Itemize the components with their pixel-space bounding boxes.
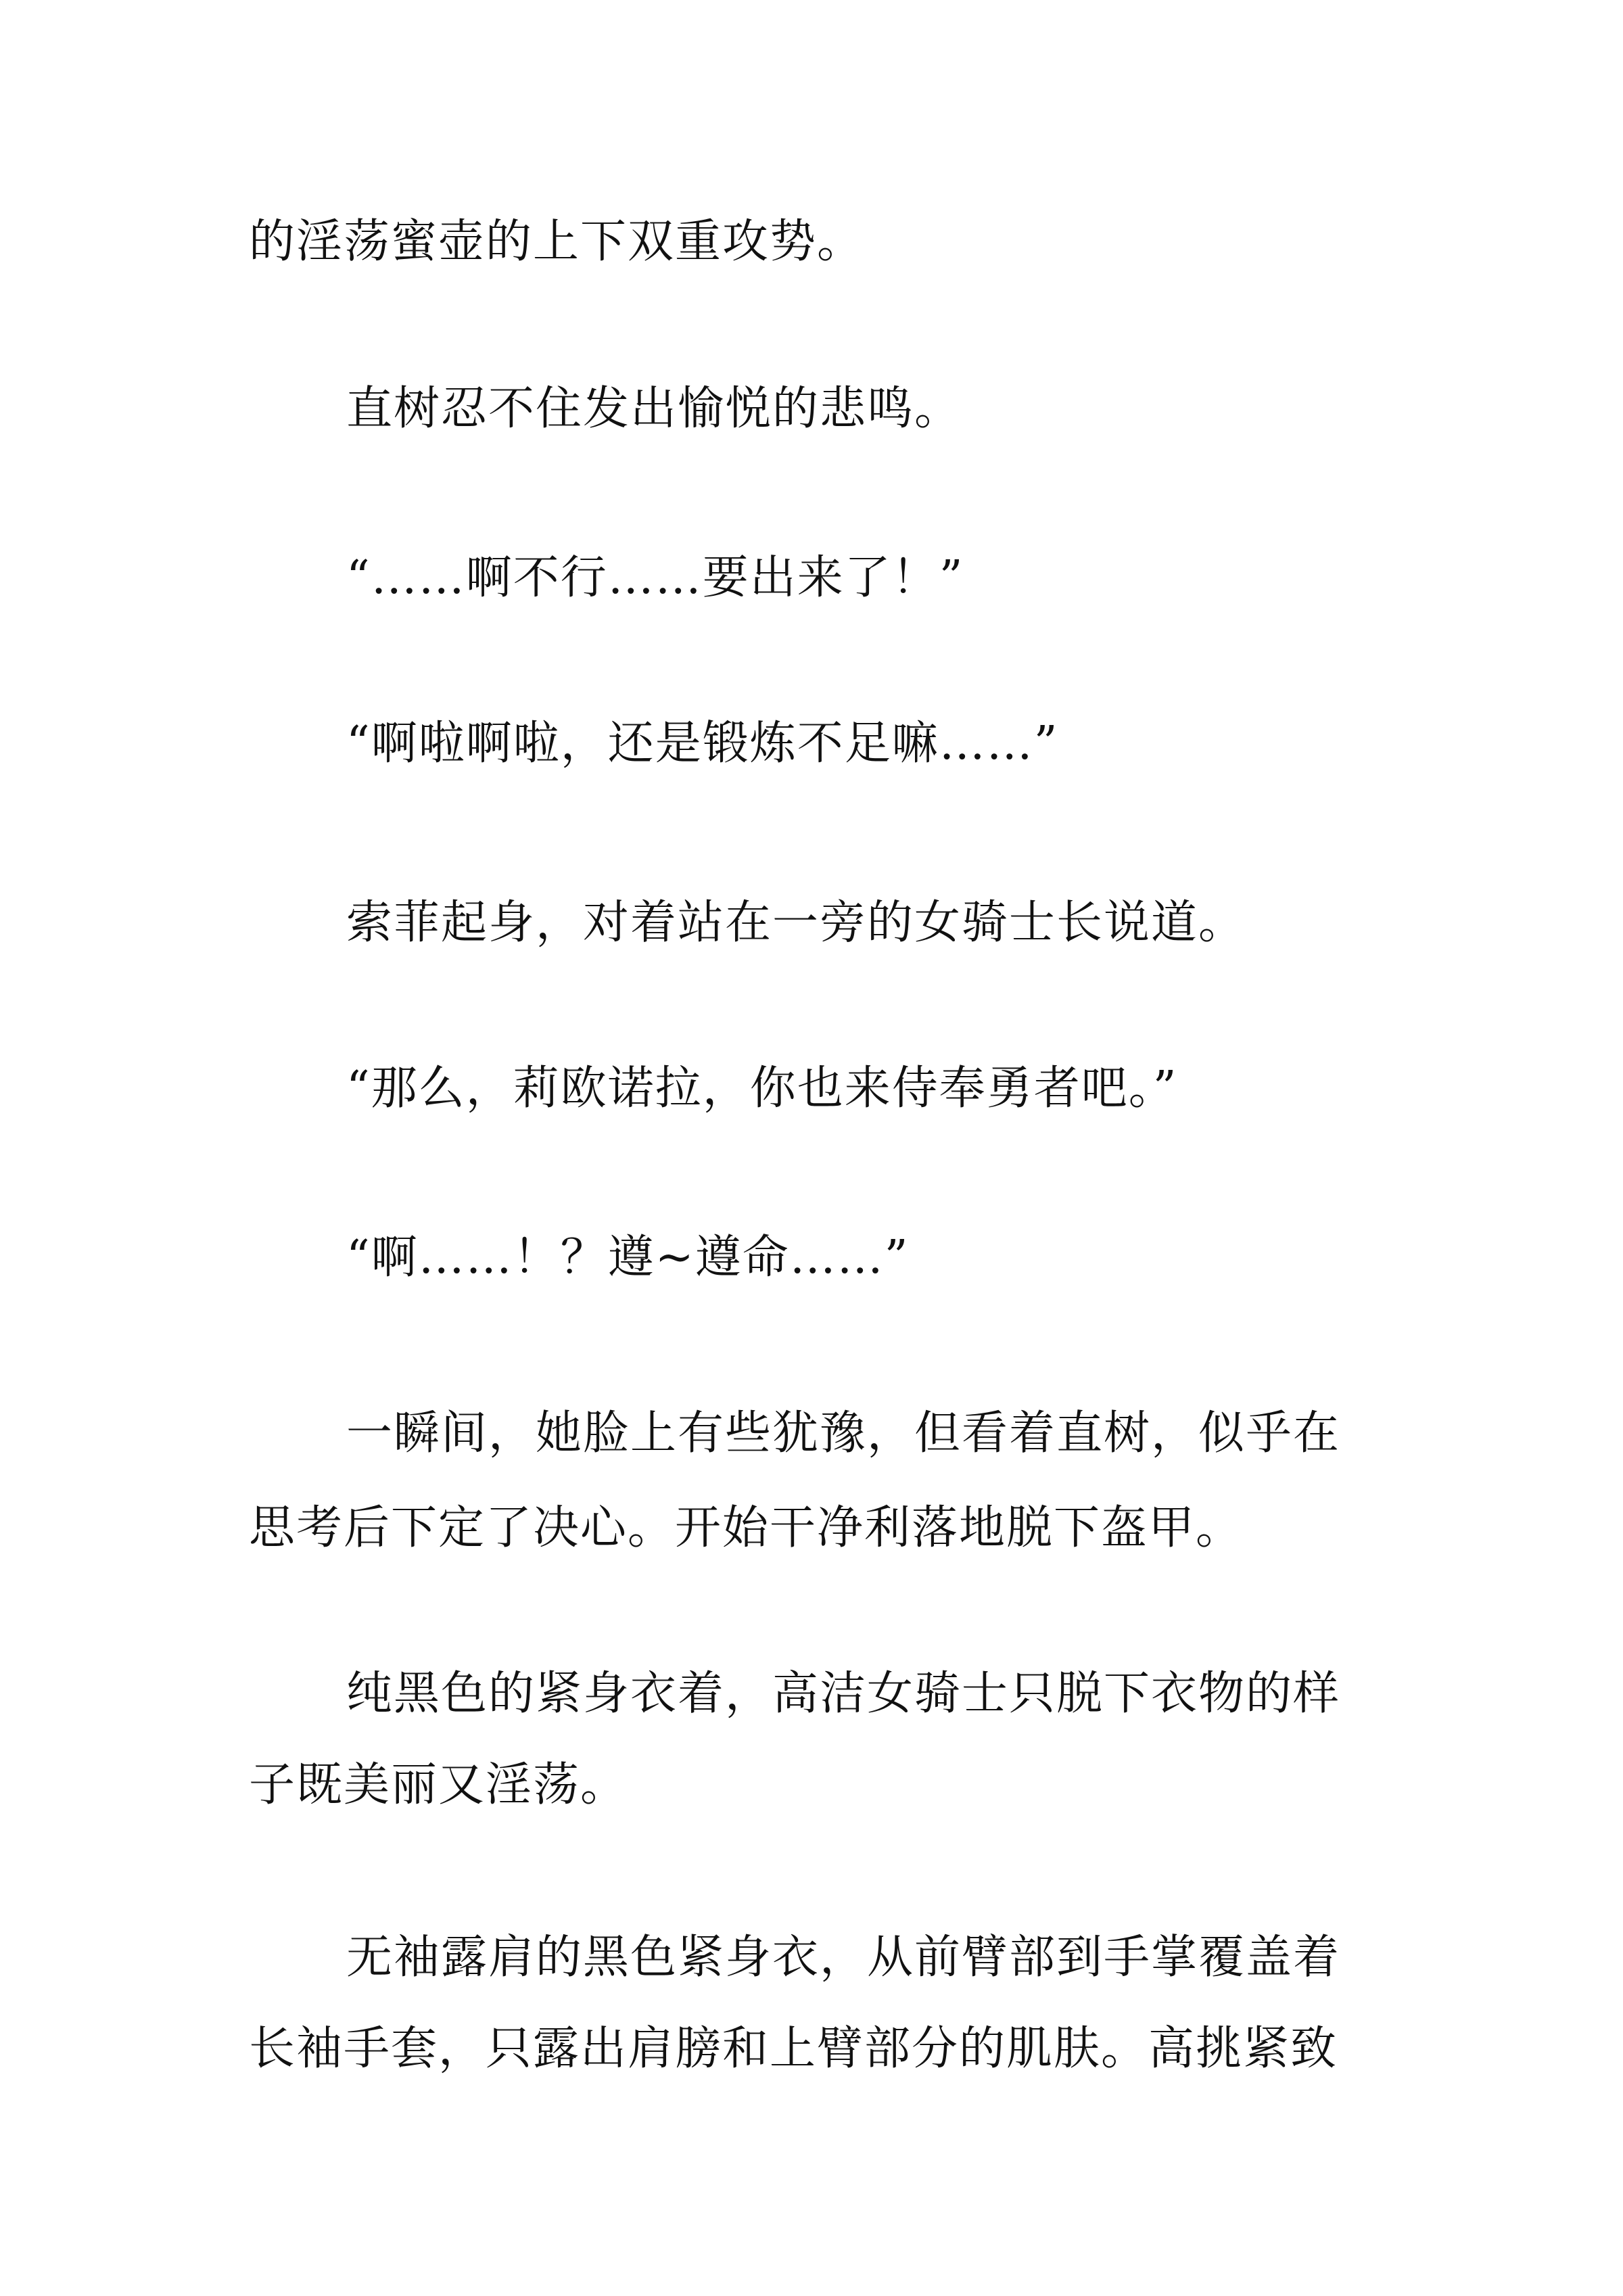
text-line: 子既美丽又淫荡。 <box>249 1758 628 1812</box>
text-line: 索菲起身，对着站在一旁的女骑士长说道。 <box>346 896 1246 950</box>
text-line: “那么，莉欧诺拉，你也来侍奉勇者吧。” <box>346 1062 1178 1115</box>
text-line: 思考后下定了决心。开始干净利落地脱下盔甲。 <box>249 1501 1244 1555</box>
text-line: 的淫荡蜜壶的上下双重攻势。 <box>249 215 865 268</box>
text-line: 纯黑色的紧身衣着，高洁女骑士只脱下衣物的样 <box>346 1667 1341 1720</box>
text-line: 直树忍不住发出愉悦的悲鸣。 <box>346 382 962 436</box>
text-line: 一瞬间，她脸上有些犹豫，但看着直树，似乎在 <box>346 1407 1341 1460</box>
text-line: “啊啦啊啦，还是锻炼不足嘛……” <box>346 717 1059 770</box>
text-line: “……啊不行……要出来了！” <box>346 551 964 605</box>
text-line: 无袖露肩的黑色紧身衣，从前臂部到手掌覆盖着 <box>346 1931 1341 1984</box>
text-line: “啊……！？遵~遵命……” <box>346 1231 910 1284</box>
text-line: 长袖手套，只露出肩膀和上臂部分的肌肤。高挑紧致 <box>249 2022 1338 2076</box>
